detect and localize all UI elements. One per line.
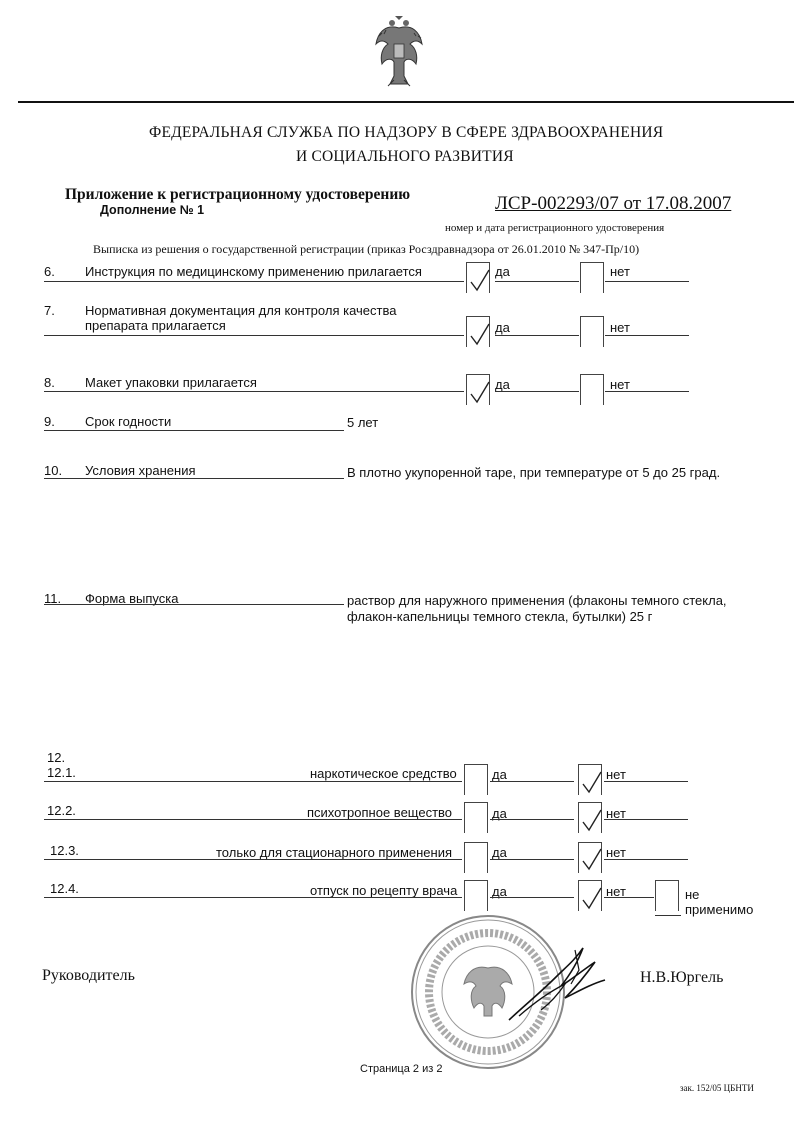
registration-title: Приложение к регистрационному удостоверению	[65, 186, 411, 203]
registration-number: ЛСР-002293/07 от 17.08.2007	[495, 193, 732, 214]
item-9-value: 5 лет	[347, 415, 379, 430]
item-12-3-no-checkmark[interactable]	[581, 847, 603, 871]
item-12-4-no: нет	[606, 884, 626, 899]
item-12-4-number: 12.4.	[50, 881, 79, 896]
item-7-no: нет	[610, 320, 630, 335]
item-8-no: нет	[610, 377, 630, 392]
agency-name-line1: ФЕДЕРАЛЬНАЯ СЛУЖБА ПО НАДЗОРУ В СФЕРЕ ЗДРАВООХРАНЕНИЯ	[149, 124, 664, 141]
item-6-no: нет	[610, 264, 630, 279]
item-8-yes-checkmark[interactable]	[469, 380, 491, 404]
item-11-label: Форма выпуска	[85, 591, 179, 606]
header-rule	[18, 101, 794, 103]
item-12-1-yes: да	[492, 767, 507, 782]
item-7-yes: да	[495, 320, 510, 335]
item-8-number: 8.	[44, 375, 55, 390]
item-12-3-label: только для стационарного применения	[216, 845, 453, 860]
item-12-3-number: 12.3.	[50, 843, 79, 858]
item-12-1-number: 12.1.	[47, 765, 76, 780]
double-headed-eagle-emblem	[374, 14, 424, 88]
item-12-2-no: нет	[606, 806, 626, 821]
item-10-value: В плотно укупоренной таре, при температуре от 5 до 25 град.	[347, 465, 721, 480]
item-12-2-number: 12.2.	[47, 803, 76, 818]
item-12-3-yes: да	[492, 845, 507, 860]
decision-extract: Выписка из решения о государственной регистрации (приказ Росздравнадзора от 26.01.2010 № 347-Пр/10)	[93, 242, 640, 256]
item-11-value-line2: флакон-капельницы темного стекла, бутылки) 25 г	[347, 609, 653, 624]
item-12-1-no-checkmark[interactable]	[581, 770, 603, 794]
item-9-label: Срок годности	[85, 414, 172, 429]
item-12-2-label: психотропное вещество	[307, 805, 453, 820]
item-10-label: Условия хранения	[85, 463, 196, 478]
item-12-number: 12.	[47, 750, 66, 765]
item-12-1-no: нет	[606, 767, 626, 782]
item-7-label-line2: препарата прилагается	[85, 318, 226, 333]
signatory-name: Н.В.Юргель	[640, 969, 724, 986]
item-12-1-label: наркотическое средство	[310, 766, 457, 781]
agency-name-line2: И СОЦИАЛЬНОГО РАЗВИТИЯ	[296, 148, 514, 165]
item-8-yes: да	[495, 377, 510, 392]
item-12-4-na-line1: не	[685, 887, 700, 902]
item-7-label-line1: Нормативная документация для контроля качества	[85, 303, 397, 318]
item-10-number: 10.	[44, 463, 63, 478]
item-12-4-yes: да	[492, 884, 507, 899]
item-11-value-line1: раствор для наружного применения (флаконы темного стекла,	[347, 593, 727, 608]
item-12-3-no: нет	[606, 845, 626, 860]
item-11-number: 11.	[44, 591, 62, 606]
item-7-number: 7.	[44, 303, 55, 318]
item-8-label: Макет упаковки прилагается	[85, 375, 257, 390]
item-12-2-no-checkmark[interactable]	[581, 808, 603, 832]
item-6-yes-checkmark[interactable]	[469, 268, 491, 292]
item-7-yes-checkmark[interactable]	[469, 322, 491, 346]
item-12-2-yes: да	[492, 806, 507, 821]
item-6-yes: да	[495, 264, 510, 279]
page-number: Страница 2 из 2	[360, 1063, 443, 1075]
registration-number-caption: номер и дата регистрационного удостоверения	[445, 222, 665, 234]
item-6-number: 6.	[44, 264, 55, 279]
signature	[505, 940, 610, 1025]
item-12-4-label: отпуск по рецепту врача	[310, 883, 458, 898]
item-12-4-no-checkmark[interactable]	[581, 886, 603, 910]
addendum-label: Дополнение № 1	[100, 203, 205, 217]
item-12-4-na-line2: применимо	[685, 902, 754, 917]
item-9-number: 9.	[44, 414, 55, 429]
print-code: зак. 152/05 ЦБНТИ	[680, 1083, 754, 1093]
item-6-label: Инструкция по медицинскому применению прилагается	[85, 264, 422, 279]
signatory-title: Руководитель	[42, 967, 135, 984]
